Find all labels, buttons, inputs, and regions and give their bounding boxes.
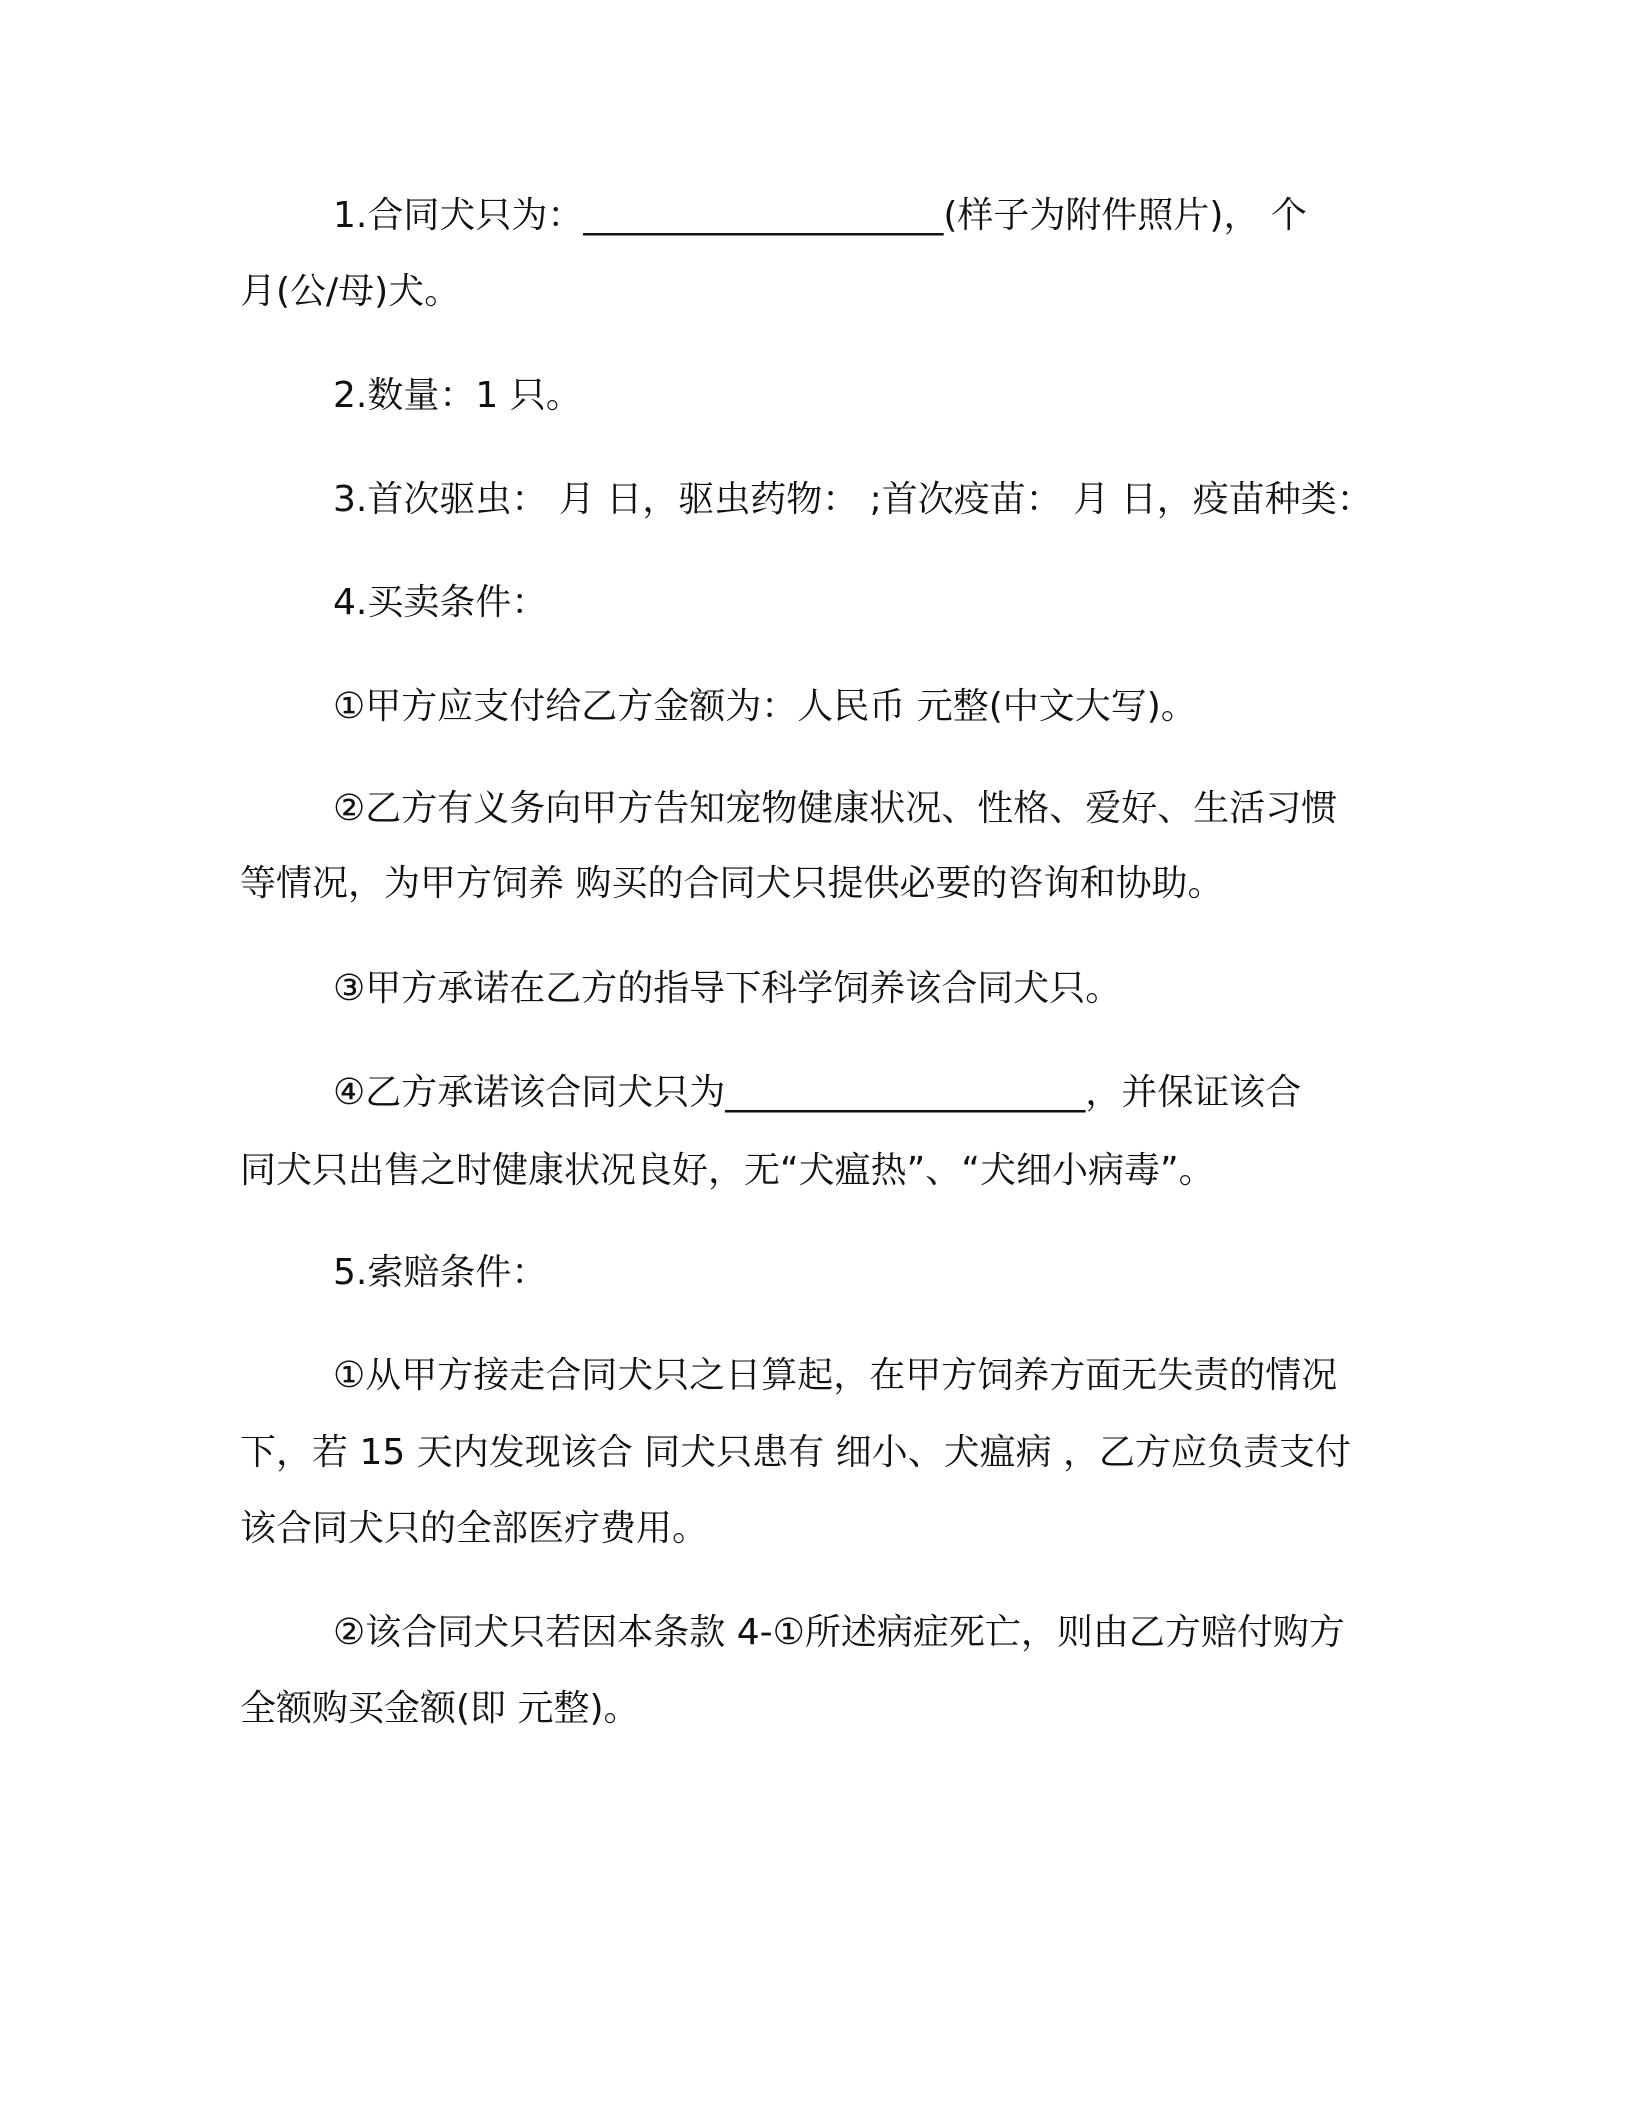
- clause-1-line-2: 月(公/母)犬。: [240, 271, 461, 312]
- clause-5-2-line-1: ②该合同犬只若因本条款 4-①所述病症死亡，则由乙方赔付购方: [333, 1612, 1345, 1653]
- clause-4-2-line-2: 等情况，为甲方饲养 购买的合同犬只提供必要的咨询和协助。: [240, 863, 1224, 904]
- clause-5-1-line-3: 该合同犬只的全部医疗费用。: [240, 1508, 709, 1549]
- clause-5-heading: 5.索赔条件：: [333, 1252, 548, 1293]
- clause-5-1-line-2: 下，若 15 天内发现该合 同犬只患有 细小、犬瘟病 ，乙方应负责支付: [240, 1432, 1352, 1473]
- clause-4-1: ①甲方应支付给乙方金额为：人民币 元整(中文大写)。: [333, 686, 1197, 727]
- clause-4-4-line-1: ④乙方承诺该合同犬只为____________________，并保证该合: [333, 1072, 1302, 1113]
- clause-5-2-line-2: 全额购买金额(即 元整)。: [240, 1688, 640, 1729]
- clause-4-3: ③甲方承诺在乙方的指导下科学饲养该合同犬只。: [333, 968, 1122, 1009]
- clause-2: 2.数量：1 只。: [333, 375, 582, 416]
- clause-4-2-line-1: ②乙方有义务向甲方告知宠物健康状况、性格、爱好、生活习惯: [333, 788, 1338, 829]
- clause-4-4-line-2: 同犬只出售之时健康状况良好，无“犬瘟热”、“犬细小病毒”。: [240, 1150, 1215, 1191]
- clause-3: 3.首次驱虫： 月 日，驱虫药物： ;首次疫苗： 月 日，疫苗种类：: [333, 479, 1373, 520]
- clause-5-1-line-1: ①从甲方接走合同犬只之日算起，在甲方饲养方面无失责的情况: [333, 1355, 1338, 1396]
- clause-1-line-1: 1.合同犬只为：____________________(样子为附件照片)， 个: [333, 195, 1307, 236]
- clause-4-heading: 4.买卖条件：: [333, 582, 548, 623]
